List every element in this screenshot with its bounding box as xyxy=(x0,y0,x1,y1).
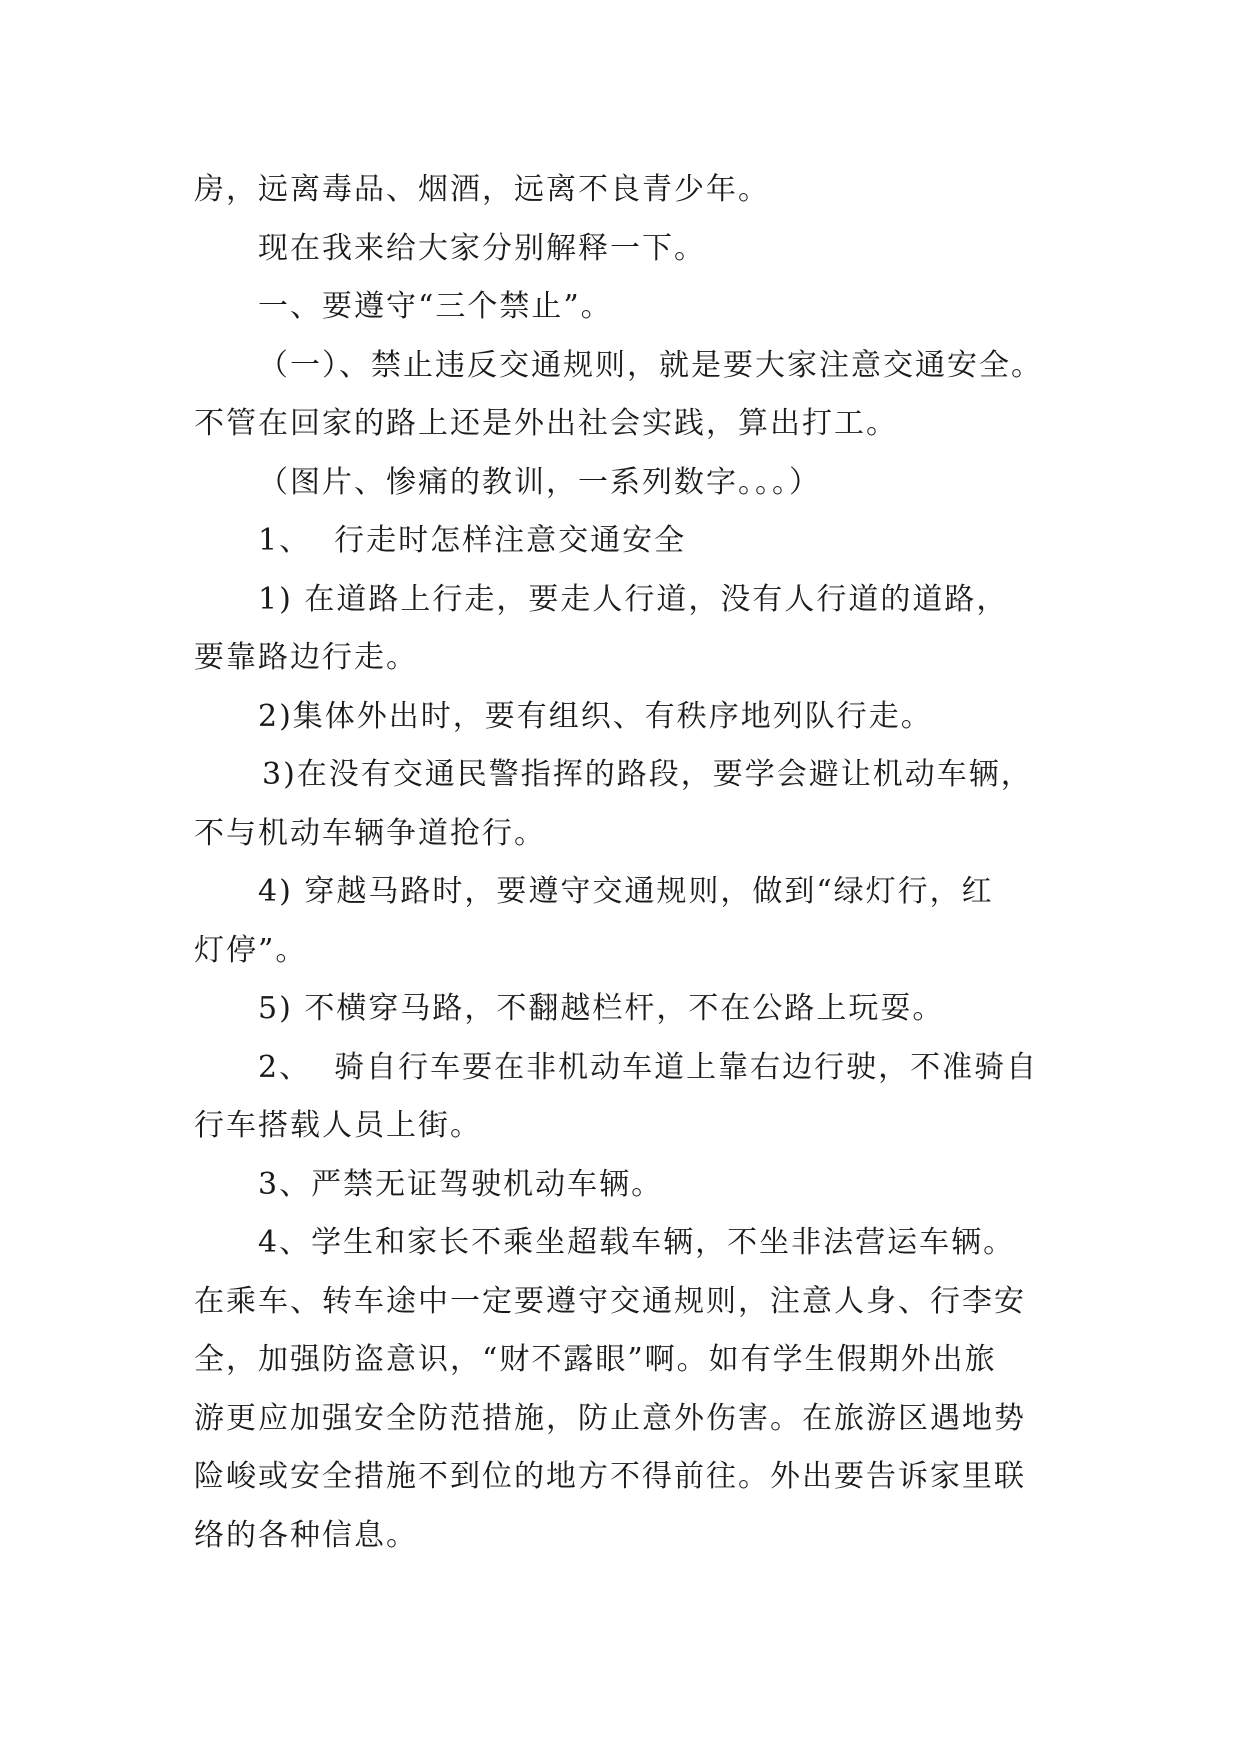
document-body xyxy=(194,161,1064,1565)
subsection-heading xyxy=(194,512,1064,571)
paragraph-line: 灯停”。 xyxy=(194,932,308,968)
paragraph-line: 险峻或安全措施不到位的地方不得前往。外出要告诉家里联 xyxy=(194,1459,1026,1494)
paragraph xyxy=(194,220,1064,279)
paragraph-line: 4、学生和家长不乘坐超载车辆，不坐非法营运车辆。 xyxy=(258,1225,1016,1260)
paragraph-line: 不管在回家的路上还是外出社会实践，算出打工。 xyxy=(194,406,898,441)
paragraph-line: 房，远离毒品、烟酒，远离不良青少年。 xyxy=(194,172,770,207)
paragraph-line: 行车搭载人员上街。 xyxy=(194,1108,482,1143)
paragraph-line: （图片、惨痛的教训，一系列数字。。。） xyxy=(258,464,821,500)
paragraph xyxy=(194,337,1064,454)
list-item xyxy=(194,863,1064,980)
paragraph xyxy=(194,454,1064,513)
paragraph-line: 游更应加强安全防范措施，防止意外伤害。在旅游区遇地势 xyxy=(194,1400,1026,1436)
list-item xyxy=(194,980,1064,1039)
paragraph-line: 要靠路边行走。 xyxy=(194,640,418,675)
paragraph-line: 3)在没有交通民警指挥的路段，要学会避让机动车辆， xyxy=(262,757,1033,792)
paragraph-line: 现在我来给大家分别解释一下。 xyxy=(258,230,706,266)
list-item xyxy=(194,746,1064,863)
paragraph-line: 不与机动车辆争道抢行。 xyxy=(194,815,546,851)
section-heading xyxy=(194,278,1064,337)
paragraph xyxy=(194,161,1064,220)
paragraph-line: 一、要遵守“三个禁止”。 xyxy=(258,289,613,324)
list-item xyxy=(194,1156,1064,1215)
paragraph-line: 3、严禁无证驾驶机动车辆。 xyxy=(258,1166,664,1202)
paragraph-line: 1、 行走时怎样注意交通安全 xyxy=(258,523,687,558)
paragraph-line: 4) 穿越马路时，要遵守交通规则，做到“绿灯行，红 xyxy=(258,874,994,909)
list-item xyxy=(194,688,1064,747)
paragraph-line: 全，加强防盗意识，“财不露眼”啊。如有学生假期外出旅 xyxy=(194,1342,997,1377)
list-item xyxy=(194,1039,1064,1156)
paragraph-line: 络的各种信息。 xyxy=(194,1517,418,1553)
list-item xyxy=(194,571,1064,688)
paragraph-line: 2)集体外出时，要有组织、有秩序地列队行走。 xyxy=(258,698,933,734)
paragraph-line: 2、 骑自行车要在非机动车道上靠右边行驶，不准骑自 xyxy=(258,1049,1039,1085)
paragraph-line: 1) 在道路上行走，要走人行道，没有人行道的道路， xyxy=(258,581,1009,617)
paragraph-line: 在乘车、转车途中一定要遵守交通规则，注意人身、行李安 xyxy=(194,1283,1026,1319)
paragraph-line: 5) 不横穿马路，不翻越栏杆，不在公路上玩耍。 xyxy=(258,991,945,1026)
paragraph-line: （一）、禁止违反交通规则，就是要大家注意交通安全。 xyxy=(258,347,1043,383)
list-item xyxy=(194,1214,1064,1565)
